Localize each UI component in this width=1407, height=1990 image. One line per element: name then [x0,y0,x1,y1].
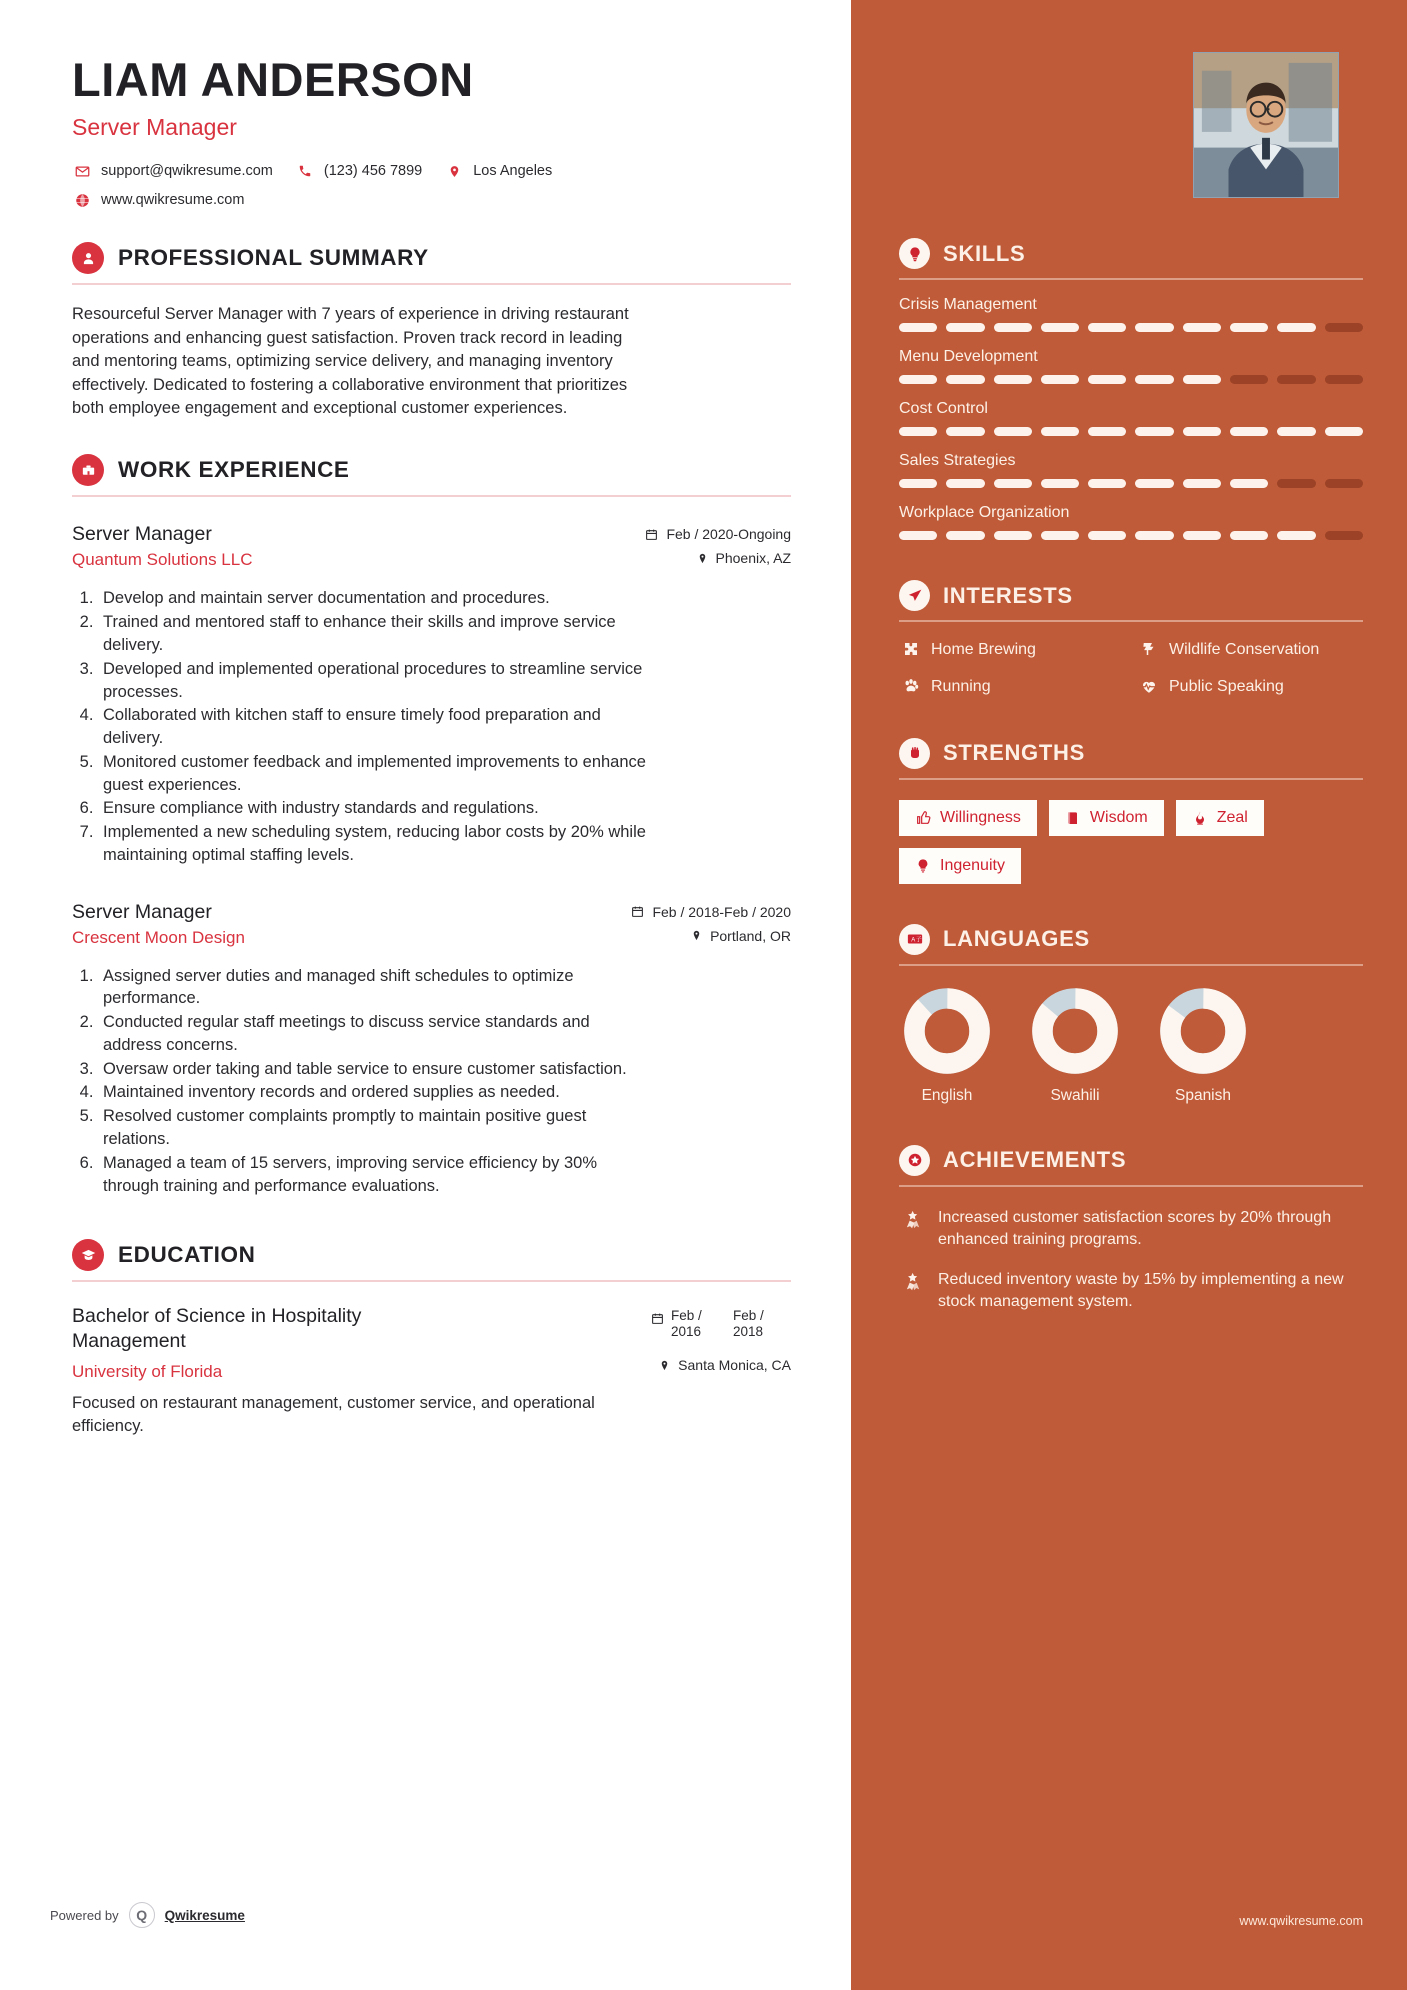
skill-segment [946,427,984,436]
skill-label: Menu Development [899,348,1038,365]
skill-segment [946,479,984,488]
skill-segment [946,323,984,332]
interest-label: Public Speaking [1169,677,1284,695]
star-badge-icon [899,1145,930,1176]
section-divider [899,964,1363,966]
job-title: Server Manager [72,523,212,546]
svg-text:A: A [910,937,915,944]
section-header-languages [899,924,1363,955]
powered-by-label: Powered by [50,1907,119,1923]
lightbulb-icon [915,858,931,874]
achievement-item [899,1207,1363,1251]
language-label: Swahili [1050,1086,1100,1104]
strength-label: Zeal [1216,808,1248,826]
section-divider [72,495,791,497]
strength-chip [1176,800,1264,836]
achievements-list [899,1207,1363,1313]
job-location [645,550,791,566]
job-company: Crescent Moon Design [72,927,245,947]
education-dates [651,1308,791,1339]
skill-item [899,452,1363,488]
skill-segment [1135,531,1173,540]
ribbon-star-icon [899,1209,927,1230]
skill-segment [1325,375,1363,384]
section-header-work [72,454,791,486]
section-title-languages: LANGUAGES [943,926,1090,952]
skill-segment [1325,427,1363,436]
skill-segment [1041,531,1079,540]
strength-label: Wisdom [1089,808,1148,826]
skill-label: Workplace Organization [899,504,1070,521]
section-divider [72,1280,791,1282]
strengths-list [899,800,1363,884]
skill-segment [1183,375,1221,384]
fire-icon [1192,810,1208,826]
list-item: 1. Develop and maintain server documentation and procedures. [98,587,652,610]
section-title-strengths: STRENGTHS [943,740,1085,766]
skill-segment [1230,375,1268,384]
graduation-icon [72,1239,104,1271]
skill-segment [1277,375,1315,384]
section-header-interests [899,580,1363,611]
job-company: Quantum Solutions LLC [72,550,253,570]
list-item: 2. Trained and mentored staff to enhance their skills and improve service delivery. [98,611,652,657]
school-name: University of Florida [72,1362,223,1382]
list-item: 7. Implemented a new scheduling system, reducing labor costs by 20% while maintaining optimal staffing levels. [98,821,652,867]
language-item [899,988,995,1105]
skill-level-bar [899,531,1363,540]
job-entry [72,523,791,866]
skill-segment [1135,427,1173,436]
job-dates [645,526,791,542]
skill-item [899,348,1363,384]
achievement-text: Increased customer satisfaction scores by 20% through enhanced training programs. [938,1208,1332,1248]
contact-row-2 [72,192,791,208]
job-location [631,928,791,944]
skill-segment [1183,427,1221,436]
skill-segment [1088,427,1126,436]
skill-segment [1135,323,1173,332]
list-item: 2. Conducted regular staff meetings to discuss service standards and address concerns. [98,1011,652,1057]
skill-segment [994,427,1032,436]
education-entry [72,1304,791,1438]
user-circle-icon [72,242,104,274]
paw-icon [899,677,923,695]
strength-chip [899,800,1037,836]
avatar [1193,52,1339,198]
contact-email-text: support@qwikresume.com [101,163,273,180]
calendar-icon [651,1312,664,1328]
skill-segment [994,479,1032,488]
contact-location-text: Los Angeles [473,163,553,180]
job-duties-list [72,587,652,866]
job-dates-text: Feb / 2020-Ongoing [666,526,791,543]
contact-website[interactable] [72,192,244,208]
interest-item [899,640,1125,661]
language-donut-chart [1160,988,1246,1074]
skill-segment [1230,531,1268,540]
education-date-start: Feb / 2016 [671,1308,702,1339]
sidebar-column [851,0,1407,1990]
skill-segment [1135,375,1173,384]
calendar-icon [631,905,644,918]
achievement-item [899,1269,1363,1313]
envelope-icon [72,164,92,179]
skill-segment [1088,375,1126,384]
skill-segment [1088,479,1126,488]
skill-segment [1041,375,1079,384]
puzzle-icon [899,640,923,658]
education-location-text: Santa Monica, CA [678,1357,791,1374]
section-title-education: EDUCATION [118,1242,256,1268]
interests-list [899,640,1363,698]
paper-plane-icon [899,580,930,611]
skill-segment [1183,323,1221,332]
book-icon [1065,810,1081,826]
skill-segment [1230,427,1268,436]
list-item: 6. Managed a team of 15 servers, improving service efficiency by 30% through training and performance evaluations. [98,1152,652,1198]
section-header-achievements [899,1145,1363,1176]
job-entry [72,901,791,1198]
skill-segment [946,531,984,540]
fist-icon [899,738,930,769]
job-meta [645,523,791,574]
skill-segment [1230,323,1268,332]
section-divider [72,283,791,285]
skill-segment [1088,531,1126,540]
job-duties-list [72,965,652,1198]
skill-segment [1277,531,1315,540]
list-item: 3. Oversaw order taking and table service to ensure customer satisfaction. [98,1058,652,1081]
skill-item [899,504,1363,540]
contact-row-1 [72,163,791,179]
education-date-end: Feb / 2018 [733,1308,764,1339]
contact-info [72,163,791,208]
summary-text: Resourceful Server Manager with 7 years of experience in driving restaurant operations and enhancing guest satisfaction. Proven track record in leading and mentoring teams, optimizing service delivery, and managing inventory effectively. Dedicated to fostering a collaborative environment that prioritizes both employee engagement and exceptional customer experiences. [72,305,629,418]
skill-segment [1135,479,1173,488]
skill-segment [1325,479,1363,488]
section-title-achievements: ACHIEVEMENTS [943,1147,1127,1173]
skill-segment [1325,323,1363,332]
strength-chip [1049,800,1164,836]
skill-segment [1277,479,1315,488]
lightbulb-icon [899,238,930,269]
skill-segment [1183,531,1221,540]
section-header-education [72,1239,791,1271]
skill-segment [1041,479,1079,488]
interest-item [1137,677,1363,698]
list-item: 5. Resolved customer complaints promptly to maintain positive guest relations. [98,1105,652,1151]
interest-item [899,677,1125,698]
language-label: Spanish [1174,1086,1231,1104]
section-header-summary [72,242,791,274]
globe-icon [72,193,92,208]
skill-segment [1088,323,1126,332]
education-location [651,1357,791,1373]
section-title-interests: INTERESTS [943,582,1073,608]
skill-label: Crisis Management [899,296,1037,313]
thumbs-up-icon [915,810,931,826]
skill-segment [994,531,1032,540]
skill-level-bar [899,427,1363,436]
skill-segment [899,479,937,488]
list-item: 6. Ensure compliance with industry standards and regulations. [98,797,652,820]
achievement-text: Reduced inventory waste by 15% by implementing a new stock management system. [938,1270,1344,1310]
skill-item [899,296,1363,332]
interest-item [1137,640,1363,661]
job-dates [631,904,791,920]
section-header-skills [899,238,1363,269]
skill-segment [994,375,1032,384]
skill-segment [994,323,1032,332]
skill-level-bar [899,375,1363,384]
ribbon-star-icon [899,1271,927,1292]
skill-segment [899,531,937,540]
qwikresume-logo-icon: Q [129,1902,155,1928]
skill-segment [946,375,984,384]
section-divider [899,1185,1363,1187]
skill-label: Sales Strategies [899,452,1016,469]
section-divider [899,778,1363,780]
skill-segment [1277,323,1315,332]
interest-label: Running [931,677,991,695]
calendar-icon [645,528,658,541]
job-location-text: Phoenix, AZ [715,550,791,567]
interest-label: Home Brewing [931,641,1036,658]
skill-label: Cost Control [899,400,988,417]
section-title-summary: PROFESSIONAL SUMMARY [118,245,429,271]
job-meta [631,901,791,952]
job-role-subtitle: Server Manager [72,114,237,141]
job-title: Server Manager [72,900,212,923]
list-item: 4. Collaborated with kitchen staff to ensure timely food preparation and delivery. [98,704,652,750]
job-identity [72,523,253,570]
education-meta [651,1304,791,1381]
skill-level-bar [899,323,1363,332]
section-title-work: WORK EXPERIENCE [118,457,350,483]
list-item: 5. Monitored customer feedback and implemented improvements to enhance guest experiences. [98,751,652,797]
section-divider [899,278,1363,280]
job-header [72,901,791,952]
skill-segment [1041,323,1079,332]
skill-segment [1041,427,1079,436]
map-pin-icon [697,552,708,565]
heartbeat-icon [1137,677,1161,695]
contact-phone-text: (123) 456 7899 [323,163,423,180]
job-identity [72,901,245,948]
interest-label: Wildlife Conservation [1169,641,1320,658]
location-pin-icon [444,164,464,179]
education-identity [72,1304,442,1382]
skill-segment [899,323,937,332]
language-item [1155,988,1251,1105]
strength-label: Ingenuity [940,856,1005,874]
skill-segment [899,375,937,384]
language-donut-chart [904,988,990,1074]
degree-title: Bachelor of Science in Hospitality Management [72,1305,362,1352]
tree-icon [1137,640,1161,658]
skill-segment [899,427,937,436]
skill-segment [1230,479,1268,488]
briefcase-icon [72,454,104,486]
list-item: 1. Assigned server duties and managed shift schedules to optimize performance. [98,965,652,1011]
skill-segment [1325,531,1363,540]
section-divider [899,620,1363,622]
sidebar-website-footer: www.qwikresume.com [1239,1914,1363,1928]
job-header [72,523,791,574]
language-item [1027,988,1123,1105]
map-pin-icon [691,929,702,942]
skill-segment [1183,479,1221,488]
footer-branding [50,1902,245,1928]
education-header [72,1304,791,1382]
contact-website-text: www.qwikresume.com [101,192,245,209]
skill-segment [1277,427,1315,436]
job-dates-text: Feb / 2018-Feb / 2020 [652,903,791,920]
map-pin-icon [659,1359,670,1372]
contact-location [444,163,552,179]
list-item: 3. Developed and implemented operational procedures to streamline service processes. [98,658,652,704]
page-title: LIAM ANDERSON [72,53,474,106]
language-donut-chart [1032,988,1118,1074]
list-item: 4. Maintained inventory records and ordered supplies as needed. [98,1081,652,1104]
job-location-text: Portland, OR [710,927,791,944]
skill-level-bar [899,479,1363,488]
strength-label: Willingness [940,808,1021,826]
contact-phone[interactable] [295,163,422,179]
phone-icon [295,164,315,178]
section-title-skills: SKILLS [943,240,1026,266]
education-description: Focused on restaurant management, customer service, and operational efficiency. [72,1394,595,1436]
language-label: English [921,1086,973,1104]
strength-chip [899,848,1021,884]
contact-email[interactable] [72,163,273,179]
svg-text:子: 子 [915,937,922,944]
skills-list [899,296,1363,540]
skill-item [899,400,1363,436]
section-header-strengths [899,738,1363,769]
translate-icon [899,924,930,955]
languages-list [899,988,1363,1105]
brand-link[interactable]: Qwikresume [164,1907,245,1923]
